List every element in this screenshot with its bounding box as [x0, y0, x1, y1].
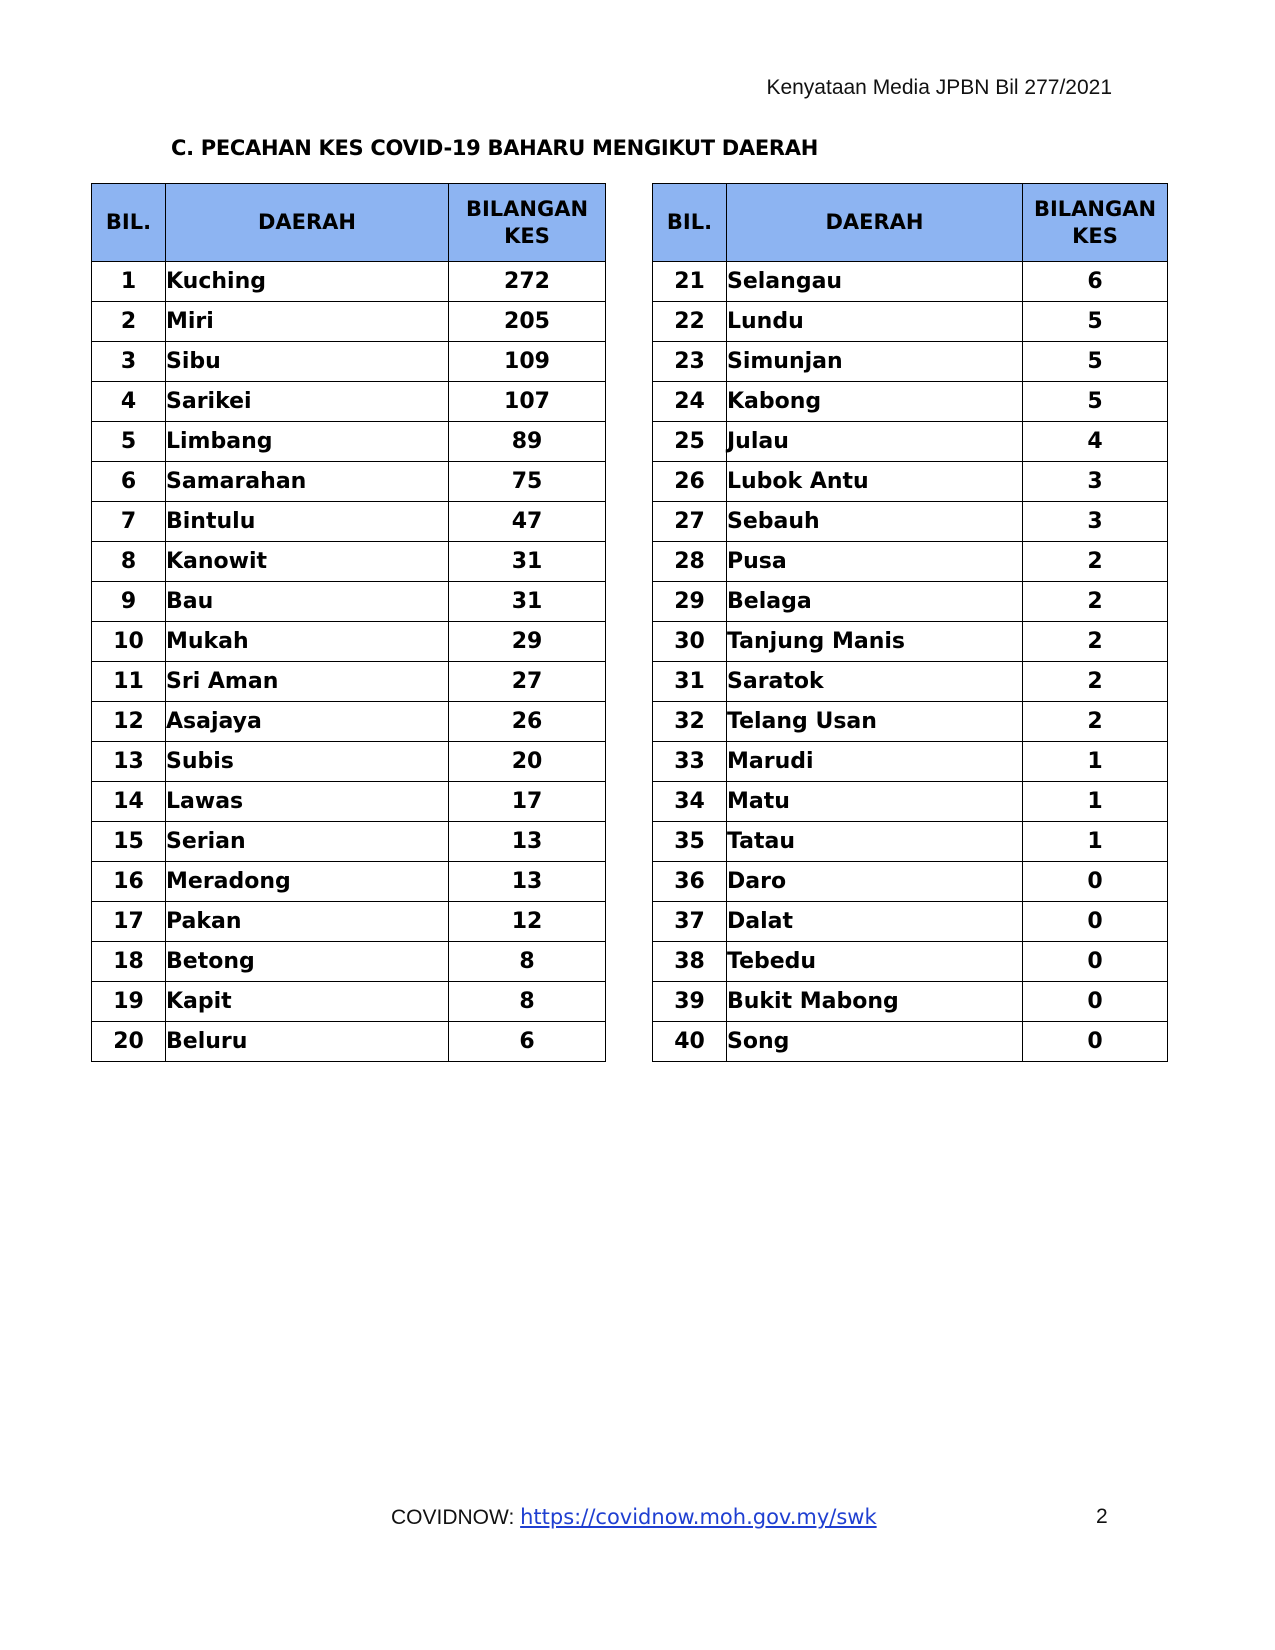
- cell-kes: 0: [1023, 942, 1168, 982]
- header-kes-line2: KES: [1072, 223, 1118, 248]
- table-row: [92, 422, 606, 462]
- cell-bil: 32: [653, 702, 727, 742]
- cell-daerah: Daro: [727, 862, 1023, 902]
- cell-kes: 3: [1023, 462, 1168, 502]
- table-row: [92, 782, 606, 822]
- table-row: [653, 982, 1168, 1022]
- cell-daerah: Kuching: [166, 262, 449, 302]
- cell-bil: 26: [653, 462, 727, 502]
- header-bilangan-kes: [1023, 184, 1168, 262]
- header-bilangan-kes: [449, 184, 606, 262]
- cell-daerah: Dalat: [727, 902, 1023, 942]
- cell-bil: 9: [92, 582, 166, 622]
- table-row: [653, 262, 1168, 302]
- table-row: [653, 302, 1168, 342]
- cell-kes: 2: [1023, 622, 1168, 662]
- cell-kes: 1: [1023, 742, 1168, 782]
- cell-bil: 20: [92, 1022, 166, 1062]
- cell-kes: 12: [449, 902, 606, 942]
- cell-bil: 13: [92, 742, 166, 782]
- cell-bil: 2: [92, 302, 166, 342]
- cell-kes: 2: [1023, 582, 1168, 622]
- table-row: [92, 822, 606, 862]
- cell-kes: 1: [1023, 782, 1168, 822]
- cell-bil: 18: [92, 942, 166, 982]
- cell-kes: 6: [1023, 262, 1168, 302]
- cell-daerah: Mukah: [166, 622, 449, 662]
- table-row: [653, 702, 1168, 742]
- table-row: [653, 902, 1168, 942]
- cell-bil: 27: [653, 502, 727, 542]
- cell-daerah: Sibu: [166, 342, 449, 382]
- cell-kes: 1: [1023, 822, 1168, 862]
- table-header-row: [92, 184, 606, 262]
- cell-daerah: Betong: [166, 942, 449, 982]
- cell-daerah: Lawas: [166, 782, 449, 822]
- table-row: [92, 902, 606, 942]
- cell-bil: 11: [92, 662, 166, 702]
- cell-kes: 2: [1023, 702, 1168, 742]
- cell-bil: 8: [92, 542, 166, 582]
- cell-bil: 33: [653, 742, 727, 782]
- table-body-left: [92, 262, 606, 1062]
- table-row: [92, 1022, 606, 1062]
- cell-bil: 40: [653, 1022, 727, 1062]
- table-row: [92, 382, 606, 422]
- table-row: [653, 542, 1168, 582]
- cell-bil: 16: [92, 862, 166, 902]
- table-row: [653, 822, 1168, 862]
- table-row: [653, 382, 1168, 422]
- cell-kes: 8: [449, 982, 606, 1022]
- table-body-right: [653, 262, 1168, 1062]
- cell-daerah: Beluru: [166, 1022, 449, 1062]
- table-row: [653, 622, 1168, 662]
- district-table-left: [91, 183, 606, 1062]
- cell-daerah: Marudi: [727, 742, 1023, 782]
- document-reference: Kenyataan Media JPBN Bil 277/2021: [766, 76, 1112, 99]
- cell-bil: 37: [653, 902, 727, 942]
- cell-daerah: Saratok: [727, 662, 1023, 702]
- cell-daerah: Meradong: [166, 862, 449, 902]
- table-row: [92, 702, 606, 742]
- cell-daerah: Matu: [727, 782, 1023, 822]
- table-row: [92, 462, 606, 502]
- table-row: [92, 942, 606, 982]
- cell-kes: 5: [1023, 342, 1168, 382]
- cell-kes: 13: [449, 822, 606, 862]
- cell-bil: 19: [92, 982, 166, 1022]
- cell-bil: 4: [92, 382, 166, 422]
- cell-kes: 0: [1023, 1022, 1168, 1062]
- cell-kes: 109: [449, 342, 606, 382]
- cell-bil: 15: [92, 822, 166, 862]
- cell-kes: 3: [1023, 502, 1168, 542]
- cell-bil: 21: [653, 262, 727, 302]
- table-row: [92, 262, 606, 302]
- cell-bil: 14: [92, 782, 166, 822]
- cell-kes: 27: [449, 662, 606, 702]
- cell-bil: 22: [653, 302, 727, 342]
- cell-bil: 17: [92, 902, 166, 942]
- cell-daerah: Telang Usan: [727, 702, 1023, 742]
- cell-kes: 26: [449, 702, 606, 742]
- cell-kes: 5: [1023, 382, 1168, 422]
- cell-kes: 2: [1023, 542, 1168, 582]
- district-table-right: [652, 183, 1168, 1062]
- table-row: [653, 862, 1168, 902]
- cell-daerah: Sri Aman: [166, 662, 449, 702]
- cell-bil: 23: [653, 342, 727, 382]
- cell-kes: 0: [1023, 902, 1168, 942]
- cell-bil: 10: [92, 622, 166, 662]
- cell-daerah: Pusa: [727, 542, 1023, 582]
- cell-kes: 2: [1023, 662, 1168, 702]
- cell-daerah: Asajaya: [166, 702, 449, 742]
- header-daerah: DAERAH: [166, 184, 449, 262]
- cell-kes: 47: [449, 502, 606, 542]
- table-row: [653, 742, 1168, 782]
- cell-daerah: Limbang: [166, 422, 449, 462]
- cell-kes: 89: [449, 422, 606, 462]
- footer-label: COVIDNOW:: [391, 1506, 521, 1529]
- cell-bil: 30: [653, 622, 727, 662]
- header-kes-line2: KES: [504, 223, 550, 248]
- table-row: [653, 342, 1168, 382]
- cell-bil: 7: [92, 502, 166, 542]
- cell-bil: 38: [653, 942, 727, 982]
- cell-daerah: Tatau: [727, 822, 1023, 862]
- cell-daerah: Song: [727, 1022, 1023, 1062]
- table-header-row: [653, 184, 1168, 262]
- table-row: [92, 582, 606, 622]
- section-title: C. PECAHAN KES COVID-19 BAHARU MENGIKUT DAERAH: [171, 136, 819, 160]
- header-bil: BIL.: [653, 184, 727, 262]
- cell-kes: 0: [1023, 982, 1168, 1022]
- cell-kes: 0: [1023, 862, 1168, 902]
- table-row: [653, 662, 1168, 702]
- table-row: [92, 342, 606, 382]
- cell-bil: 5: [92, 422, 166, 462]
- table-row: [653, 502, 1168, 542]
- table-row: [92, 862, 606, 902]
- cell-bil: 25: [653, 422, 727, 462]
- cell-daerah: Bau: [166, 582, 449, 622]
- cell-daerah: Serian: [166, 822, 449, 862]
- cell-bil: 12: [92, 702, 166, 742]
- cell-bil: 6: [92, 462, 166, 502]
- cell-daerah: Belaga: [727, 582, 1023, 622]
- covidnow-link[interactable]: https://covidnow.moh.gov.my/swk: [520, 1505, 877, 1529]
- page-number: 2: [1096, 1505, 1108, 1528]
- cell-kes: 75: [449, 462, 606, 502]
- cell-kes: 31: [449, 582, 606, 622]
- cell-daerah: Kanowit: [166, 542, 449, 582]
- cell-bil: 1: [92, 262, 166, 302]
- cell-bil: 28: [653, 542, 727, 582]
- table-row: [92, 742, 606, 782]
- cell-daerah: Samarahan: [166, 462, 449, 502]
- cell-daerah: Tanjung Manis: [727, 622, 1023, 662]
- cell-daerah: Sebauh: [727, 502, 1023, 542]
- cell-kes: 107: [449, 382, 606, 422]
- cell-daerah: Miri: [166, 302, 449, 342]
- footer: [391, 1505, 877, 1530]
- header-bil: BIL.: [92, 184, 166, 262]
- cell-daerah: Simunjan: [727, 342, 1023, 382]
- cell-bil: 34: [653, 782, 727, 822]
- cell-daerah: Tebedu: [727, 942, 1023, 982]
- cell-kes: 13: [449, 862, 606, 902]
- cell-kes: 4: [1023, 422, 1168, 462]
- cell-kes: 20: [449, 742, 606, 782]
- cell-bil: 29: [653, 582, 727, 622]
- header-kes-line1: BILANGAN: [1033, 196, 1157, 221]
- cell-kes: 5: [1023, 302, 1168, 342]
- table-row: [92, 622, 606, 662]
- table-row: [92, 302, 606, 342]
- cell-kes: 31: [449, 542, 606, 582]
- cell-bil: 35: [653, 822, 727, 862]
- table-row: [653, 582, 1168, 622]
- table-row: [653, 782, 1168, 822]
- table-row: [653, 1022, 1168, 1062]
- cell-daerah: Kapit: [166, 982, 449, 1022]
- cell-kes: 8: [449, 942, 606, 982]
- cell-daerah: Lundu: [727, 302, 1023, 342]
- cell-daerah: Subis: [166, 742, 449, 782]
- table-row: [653, 942, 1168, 982]
- cell-daerah: Bintulu: [166, 502, 449, 542]
- table-row: [653, 422, 1168, 462]
- table-row: [92, 662, 606, 702]
- cell-kes: 29: [449, 622, 606, 662]
- cell-daerah: Selangau: [727, 262, 1023, 302]
- table-row: [653, 462, 1168, 502]
- cell-kes: 6: [449, 1022, 606, 1062]
- cell-bil: 36: [653, 862, 727, 902]
- cell-kes: 205: [449, 302, 606, 342]
- header-kes-line1: BILANGAN: [465, 196, 589, 221]
- cell-bil: 24: [653, 382, 727, 422]
- header-daerah: DAERAH: [727, 184, 1023, 262]
- cell-bil: 3: [92, 342, 166, 382]
- cell-bil: 39: [653, 982, 727, 1022]
- cell-kes: 17: [449, 782, 606, 822]
- cell-kes: 272: [449, 262, 606, 302]
- cell-daerah: Julau: [727, 422, 1023, 462]
- cell-daerah: Lubok Antu: [727, 462, 1023, 502]
- table-row: [92, 502, 606, 542]
- cell-daerah: Bukit Mabong: [727, 982, 1023, 1022]
- cell-daerah: Sarikei: [166, 382, 449, 422]
- cell-daerah: Kabong: [727, 382, 1023, 422]
- cell-daerah: Pakan: [166, 902, 449, 942]
- table-row: [92, 542, 606, 582]
- cell-bil: 31: [653, 662, 727, 702]
- table-row: [92, 982, 606, 1022]
